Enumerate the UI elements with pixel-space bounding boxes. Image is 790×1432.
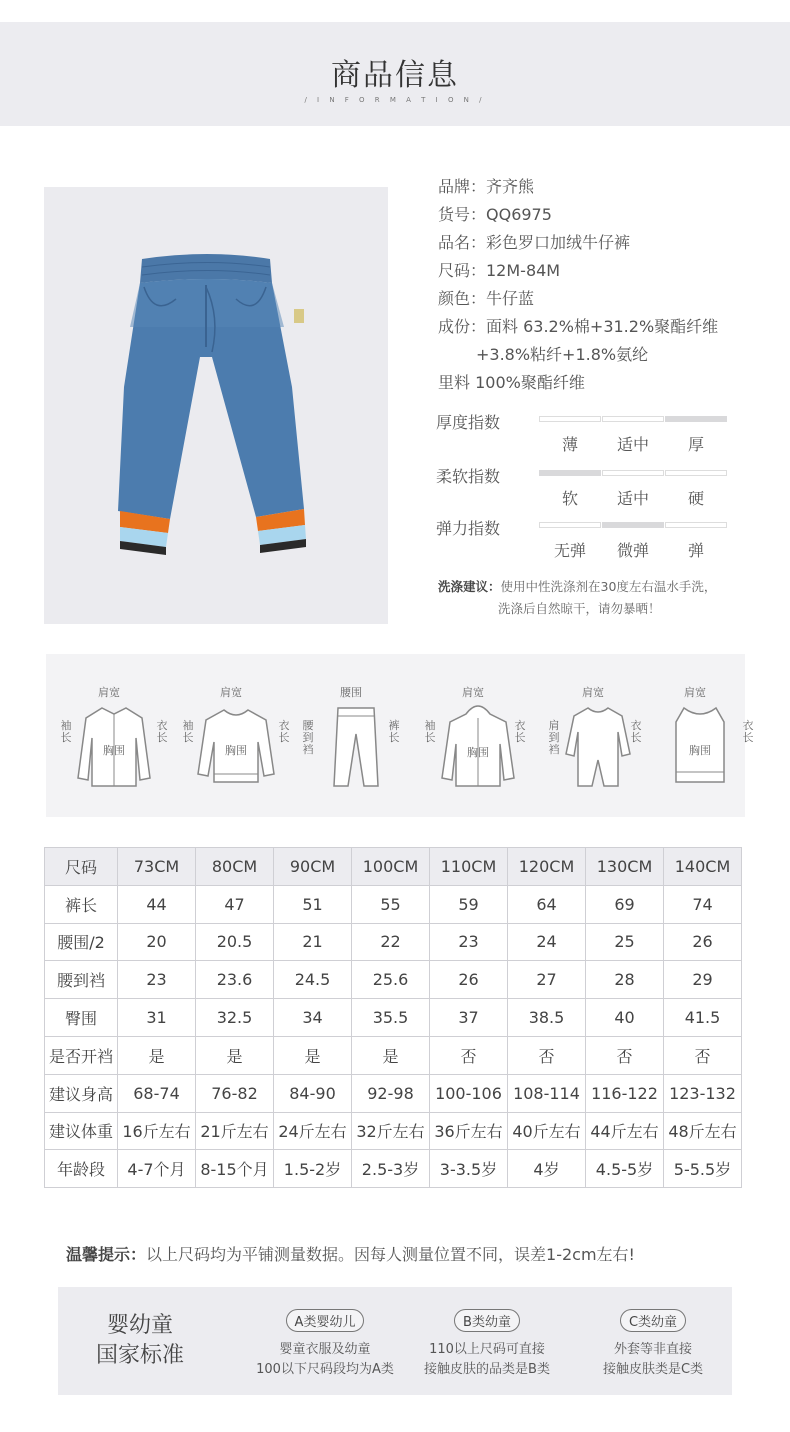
- index-label: 弹力指数: [436, 519, 501, 538]
- guide-hoodie: [418, 654, 528, 817]
- table-cell: 36斤左右: [430, 1112, 508, 1150]
- section-header: [0, 22, 790, 126]
- index-bar: [665, 522, 727, 528]
- table-cell: 123-132: [664, 1074, 742, 1112]
- table-cell: 4岁: [508, 1150, 586, 1188]
- guide-center-label: 胸围: [689, 744, 711, 757]
- vest-icon: [660, 698, 740, 794]
- index-bar: [602, 416, 664, 422]
- table-cell: 是否开裆: [45, 1036, 118, 1074]
- info-lining: 里料 100%聚酯纤维: [438, 373, 585, 392]
- tip-label: 温馨提示：: [66, 1245, 147, 1264]
- table-cell: 8-15个月: [196, 1150, 274, 1188]
- guide-vest: [640, 654, 754, 817]
- measurement-tip: [66, 1242, 635, 1265]
- table-cell: 2.5-3岁: [352, 1150, 430, 1188]
- index-bar: [665, 470, 727, 476]
- guide-right-label: 衣 长: [156, 719, 168, 744]
- info-brand: 品牌：齐齐熊: [438, 177, 535, 196]
- guide-top-label: 肩宽: [582, 686, 604, 699]
- table-cell: 建议身高: [45, 1074, 118, 1112]
- table-cell: 108-114: [508, 1074, 586, 1112]
- table-cell: 40: [586, 999, 664, 1037]
- guide-shirt: [54, 654, 168, 817]
- table-header-cell: 尺码: [45, 848, 118, 886]
- table-cell: 92-98: [352, 1074, 430, 1112]
- table-header-cell: 140CM: [664, 848, 742, 886]
- table-cell: 24.5: [274, 961, 352, 999]
- table-cell: 28: [586, 961, 664, 999]
- wash-advice: [438, 576, 778, 620]
- table-cell: 裤长: [45, 885, 118, 923]
- table-row: [45, 1036, 742, 1074]
- guide-right-label: 衣 长: [278, 719, 290, 744]
- index-option: 无弹: [553, 541, 586, 560]
- table-cell: 5-5.5岁: [664, 1150, 742, 1188]
- class-badge: B类幼童: [454, 1309, 520, 1332]
- table-header-cell: 80CM: [196, 848, 274, 886]
- table-cell: 16斤左右: [118, 1112, 196, 1150]
- table-cell: 23: [430, 923, 508, 961]
- table-cell: 44斤左右: [586, 1112, 664, 1150]
- info-size: 尺码：12M-84M: [438, 261, 561, 280]
- index-option: 厚: [687, 435, 704, 454]
- index-option: 软: [561, 489, 578, 508]
- jeans-image: [44, 187, 388, 624]
- table-cell: 27: [508, 961, 586, 999]
- standard-class-a: [240, 1309, 410, 1380]
- guide-top-label: 肩宽: [462, 686, 484, 699]
- index-bar-selected: [665, 416, 727, 422]
- thickness-index: [436, 410, 746, 460]
- table-cell: 25.6: [352, 961, 430, 999]
- info-name: 品名：彩色罗口加绒牛仔裤: [438, 233, 631, 252]
- product-info: [438, 173, 778, 397]
- table-cell: 臀围: [45, 999, 118, 1037]
- romper-icon: [558, 698, 638, 794]
- table-cell: 59: [430, 885, 508, 923]
- shirt-icon: [74, 698, 154, 794]
- table-row: [45, 961, 742, 999]
- table-cell: 41.5: [664, 999, 742, 1037]
- table-cell: 是: [274, 1036, 352, 1074]
- tip-text: 以上尺码均为平铺测量数据。因每人测量位置不同，误差1-2cm左右!: [146, 1245, 635, 1264]
- table-cell: 37: [430, 999, 508, 1037]
- guide-right-label: 衣 长: [742, 719, 754, 744]
- table-cell: 51: [274, 885, 352, 923]
- index-bar-selected: [602, 522, 664, 528]
- table-cell: 74: [664, 885, 742, 923]
- table-row: [45, 923, 742, 961]
- product-photo: [44, 187, 388, 624]
- table-cell: 44: [118, 885, 196, 923]
- index-label: 厚度指数: [436, 413, 501, 432]
- index-bar: [602, 470, 664, 476]
- table-cell: 23.6: [196, 961, 274, 999]
- table-cell: 4.5-5岁: [586, 1150, 664, 1188]
- table-row: [45, 885, 742, 923]
- class-desc-1: 110以上尺码可直接: [429, 1342, 545, 1357]
- table-cell: 4-7个月: [118, 1150, 196, 1188]
- guide-right-label: 衣 长: [630, 719, 642, 744]
- table-header-cell: 120CM: [508, 848, 586, 886]
- index-option: 薄: [561, 435, 578, 454]
- size-table: [44, 847, 742, 1188]
- standard-title-line2: 国家标准: [95, 1343, 184, 1368]
- table-row: [45, 1112, 742, 1150]
- table-cell: 29: [664, 961, 742, 999]
- table-cell: 否: [586, 1036, 664, 1074]
- wash-line-2: 洗涤后自然晾干，请勿暴晒！: [498, 601, 661, 616]
- table-cell: 76-82: [196, 1074, 274, 1112]
- table-cell: 32.5: [196, 999, 274, 1037]
- guide-left-label: 腰 到 裆: [302, 719, 314, 756]
- table-cell: 是: [352, 1036, 430, 1074]
- national-standard: [58, 1287, 732, 1395]
- table-row: [45, 1150, 742, 1188]
- table-header-cell: 130CM: [586, 848, 664, 886]
- table-cell: 21斤左右: [196, 1112, 274, 1150]
- table-cell: 26: [430, 961, 508, 999]
- table-cell: 年龄段: [45, 1150, 118, 1188]
- class-desc-1: 外套等非直接: [613, 1342, 692, 1357]
- table-cell: 25: [586, 923, 664, 961]
- guide-right-label: 衣 长: [514, 719, 526, 744]
- index-bar-selected: [539, 470, 601, 476]
- table-cell: 31: [118, 999, 196, 1037]
- class-desc-1: 婴童衣服及幼童: [279, 1342, 371, 1357]
- guide-top-label: 肩宽: [220, 686, 242, 699]
- section-title: 商品信息: [331, 58, 459, 93]
- guide-center-label: 胸围: [103, 744, 125, 757]
- guide-pants: [296, 654, 406, 817]
- table-cell: 否: [508, 1036, 586, 1074]
- index-option: 微弹: [616, 541, 649, 560]
- index-option: 硬: [687, 489, 704, 508]
- table-cell: 34: [274, 999, 352, 1037]
- table-header-row: [45, 848, 742, 886]
- elasticity-index: [436, 516, 746, 566]
- class-desc-2: 接触皮肤类是C类: [602, 1362, 704, 1377]
- table-cell: 32斤左右: [352, 1112, 430, 1150]
- table-cell: 建议体重: [45, 1112, 118, 1150]
- table-cell: 20: [118, 923, 196, 961]
- table-cell: 20.5: [196, 923, 274, 961]
- table-cell: 24斤左右: [274, 1112, 352, 1150]
- index-bar: [539, 522, 601, 528]
- table-cell: 84-90: [274, 1074, 352, 1112]
- guide-right-label: 裤 长: [388, 719, 400, 744]
- wash-label: 洗涤建议：: [438, 579, 501, 594]
- sweater-icon: [196, 698, 276, 794]
- index-option: 适中: [616, 435, 649, 454]
- measurement-guide: [46, 654, 754, 817]
- softness-index: [436, 464, 746, 514]
- guide-left-label: 袖 长: [60, 719, 72, 744]
- class-desc-2: 接触皮肤的品类是B类: [424, 1362, 550, 1377]
- table-cell: 100-106: [430, 1074, 508, 1112]
- table-cell: 是: [118, 1036, 196, 1074]
- standard-class-c: [568, 1309, 738, 1380]
- guide-left-label: 肩 到 裆: [548, 719, 560, 756]
- table-cell: 64: [508, 885, 586, 923]
- standard-title-line1: 婴幼童: [106, 1313, 173, 1338]
- index-option: 弹: [687, 541, 704, 560]
- table-cell: 22: [352, 923, 430, 961]
- table-cell: 26: [664, 923, 742, 961]
- guide-left-label: 袖 长: [424, 719, 436, 744]
- guide-sweater: [176, 654, 290, 817]
- table-cell: 腰围/2: [45, 923, 118, 961]
- guide-center-label: 胸围: [225, 744, 247, 757]
- class-badge: A类婴幼儿: [286, 1309, 365, 1332]
- hoodie-icon: [438, 698, 518, 794]
- standard-title: [80, 1311, 200, 1371]
- table-header-cell: 73CM: [118, 848, 196, 886]
- table-cell: 24: [508, 923, 586, 961]
- standard-class-b: [402, 1309, 572, 1380]
- class-badge: C类幼童: [620, 1309, 686, 1332]
- guide-top-label: 肩宽: [98, 686, 120, 699]
- table-cell: 68-74: [118, 1074, 196, 1112]
- index-label: 柔软指数: [436, 467, 501, 486]
- table-header-cell: 90CM: [274, 848, 352, 886]
- table-cell: 69: [586, 885, 664, 923]
- table-cell: 3-3.5岁: [430, 1150, 508, 1188]
- table-cell: 1.5-2岁: [274, 1150, 352, 1188]
- table-cell: 腰到裆: [45, 961, 118, 999]
- table-cell: 48斤左右: [664, 1112, 742, 1150]
- table-cell: 40斤左右: [508, 1112, 586, 1150]
- table-cell: 47: [196, 885, 274, 923]
- table-cell: 116-122: [586, 1074, 664, 1112]
- table-row: [45, 1074, 742, 1112]
- wash-line-1: 使用中性洗涤剂在30度左右温水手洗，: [500, 579, 717, 594]
- section-subtitle: / I N F O R M A T I O N /: [304, 96, 486, 104]
- index-option: 适中: [616, 489, 649, 508]
- table-header-cell: 100CM: [352, 848, 430, 886]
- table-cell: 21: [274, 923, 352, 961]
- info-composition: 成份：面料 63.2%棉+31.2%聚酯纤维: [438, 317, 719, 336]
- table-cell: 23: [118, 961, 196, 999]
- info-item-no: 货号：QQ6975: [438, 205, 552, 224]
- table-cell: 35.5: [352, 999, 430, 1037]
- class-desc-2: 100以下尺码段均为A类: [256, 1362, 394, 1377]
- table-header-cell: 110CM: [430, 848, 508, 886]
- table-cell: 38.5: [508, 999, 586, 1037]
- info-composition-cont: +3.8%粘纤+1.8%氨纶: [476, 345, 649, 364]
- info-color: 颜色：牛仔蓝: [438, 289, 535, 308]
- guide-top-label: 肩宽: [684, 686, 706, 699]
- guide-top-label: 腰围: [340, 686, 362, 699]
- table-row: [45, 999, 742, 1037]
- table-cell: 否: [664, 1036, 742, 1074]
- table-cell: 否: [430, 1036, 508, 1074]
- table-cell: 55: [352, 885, 430, 923]
- guide-romper: [538, 654, 648, 817]
- pants-icon: [316, 698, 396, 794]
- guide-center-label: 胸围: [467, 746, 489, 759]
- index-bar: [539, 416, 601, 422]
- guide-left-label: 袖 长: [182, 719, 194, 744]
- table-cell: 是: [196, 1036, 274, 1074]
